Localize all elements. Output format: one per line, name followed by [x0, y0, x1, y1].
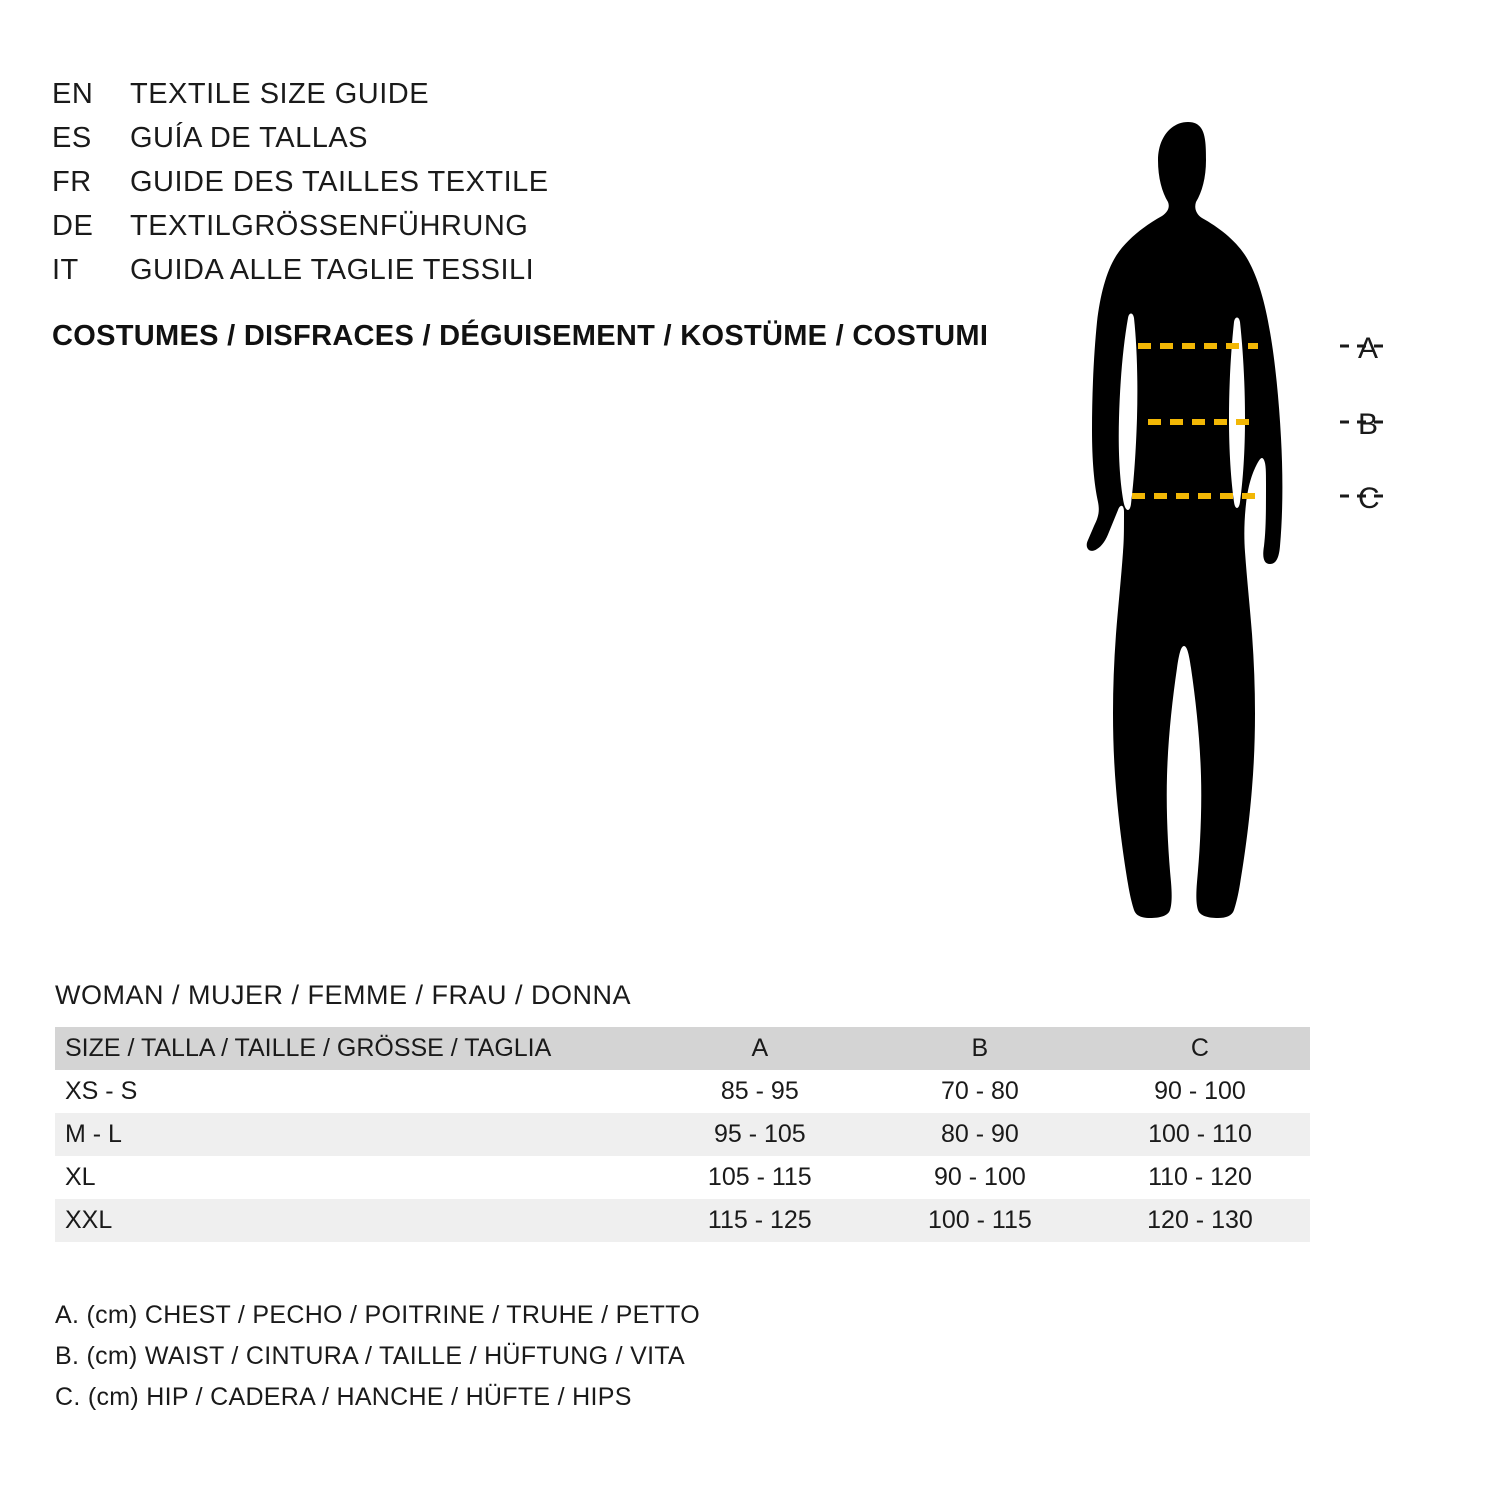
- language-row: [52, 204, 1032, 248]
- cell-waist: 100 - 115: [870, 1199, 1090, 1242]
- language-row: [52, 72, 1032, 116]
- cell-waist: 70 - 80: [870, 1070, 1090, 1113]
- table-row: [55, 1156, 1310, 1199]
- legend-line-a: A. (cm) CHEST / PECHO / POITRINE / TRUHE / PETTO: [55, 1301, 701, 1329]
- table-title: WOMAN / MUJER / FEMME / FRAU / DONNA: [55, 980, 631, 1010]
- language-title: GUÍA DE TALLAS: [130, 122, 369, 154]
- language-code: ES: [52, 122, 92, 154]
- cell-waist: 80 - 90: [870, 1113, 1090, 1156]
- measurement-figure: [1040, 60, 1460, 940]
- table-row: [55, 1113, 1310, 1156]
- cell-waist: 90 - 100: [870, 1156, 1090, 1199]
- language-row: [52, 160, 1032, 204]
- cell-size: M - L: [55, 1113, 650, 1156]
- table-row: [55, 1199, 1310, 1242]
- cell-hip: 120 - 130: [1090, 1199, 1310, 1242]
- size-table-block: [55, 980, 1365, 1242]
- legend-line-c: C. (cm) HIP / CADERA / HANCHE / HÜFTE / HIPS: [55, 1383, 632, 1411]
- cell-hip: 90 - 100: [1090, 1070, 1310, 1113]
- table-header-row: [55, 1027, 1310, 1070]
- language-code: FR: [52, 166, 92, 198]
- cell-chest: 105 - 115: [650, 1156, 870, 1199]
- legend-block: [55, 1295, 1255, 1418]
- header-language-block: [52, 72, 1032, 353]
- measure-label-a: A: [1358, 332, 1379, 365]
- measure-label-b: B: [1358, 408, 1379, 441]
- language-title: TEXTILE SIZE GUIDE: [130, 78, 430, 110]
- size-table: [55, 1027, 1310, 1242]
- woman-silhouette-icon: [1040, 60, 1460, 940]
- measure-label-c: C: [1358, 482, 1380, 515]
- cell-size: XS - S: [55, 1070, 650, 1113]
- language-code: EN: [52, 78, 94, 110]
- legend-line-b: B. (cm) WAIST / CINTURA / TAILLE / HÜFTUNG / VITA: [55, 1342, 686, 1370]
- column-header-a: A: [650, 1027, 870, 1070]
- language-row: [52, 116, 1032, 160]
- cell-chest: 95 - 105: [650, 1113, 870, 1156]
- column-header-c: C: [1090, 1027, 1310, 1070]
- costumes-heading: COSTUMES / DISFRACES / DÉGUISEMENT / KOSTÜME / COSTUMI: [52, 320, 989, 352]
- language-title: GUIDA ALLE TAGLIE TESSILI: [130, 254, 535, 286]
- cell-hip: 100 - 110: [1090, 1113, 1310, 1156]
- column-header-b: B: [870, 1027, 1090, 1070]
- cell-chest: 115 - 125: [650, 1199, 870, 1242]
- language-code: IT: [52, 254, 79, 286]
- language-title: TEXTILGRÖSSENFÜHRUNG: [130, 210, 529, 242]
- column-header-size: SIZE / TALLA / TAILLE / GRÖSSE / TAGLIA: [55, 1027, 650, 1070]
- cell-hip: 110 - 120: [1090, 1156, 1310, 1199]
- language-row: [52, 248, 1032, 292]
- language-code: DE: [52, 210, 94, 242]
- language-title: GUIDE DES TAILLES TEXTILE: [130, 166, 549, 198]
- cell-chest: 85 - 95: [650, 1070, 870, 1113]
- table-row: [55, 1070, 1310, 1113]
- cell-size: XL: [55, 1156, 650, 1199]
- cell-size: XXL: [55, 1199, 650, 1242]
